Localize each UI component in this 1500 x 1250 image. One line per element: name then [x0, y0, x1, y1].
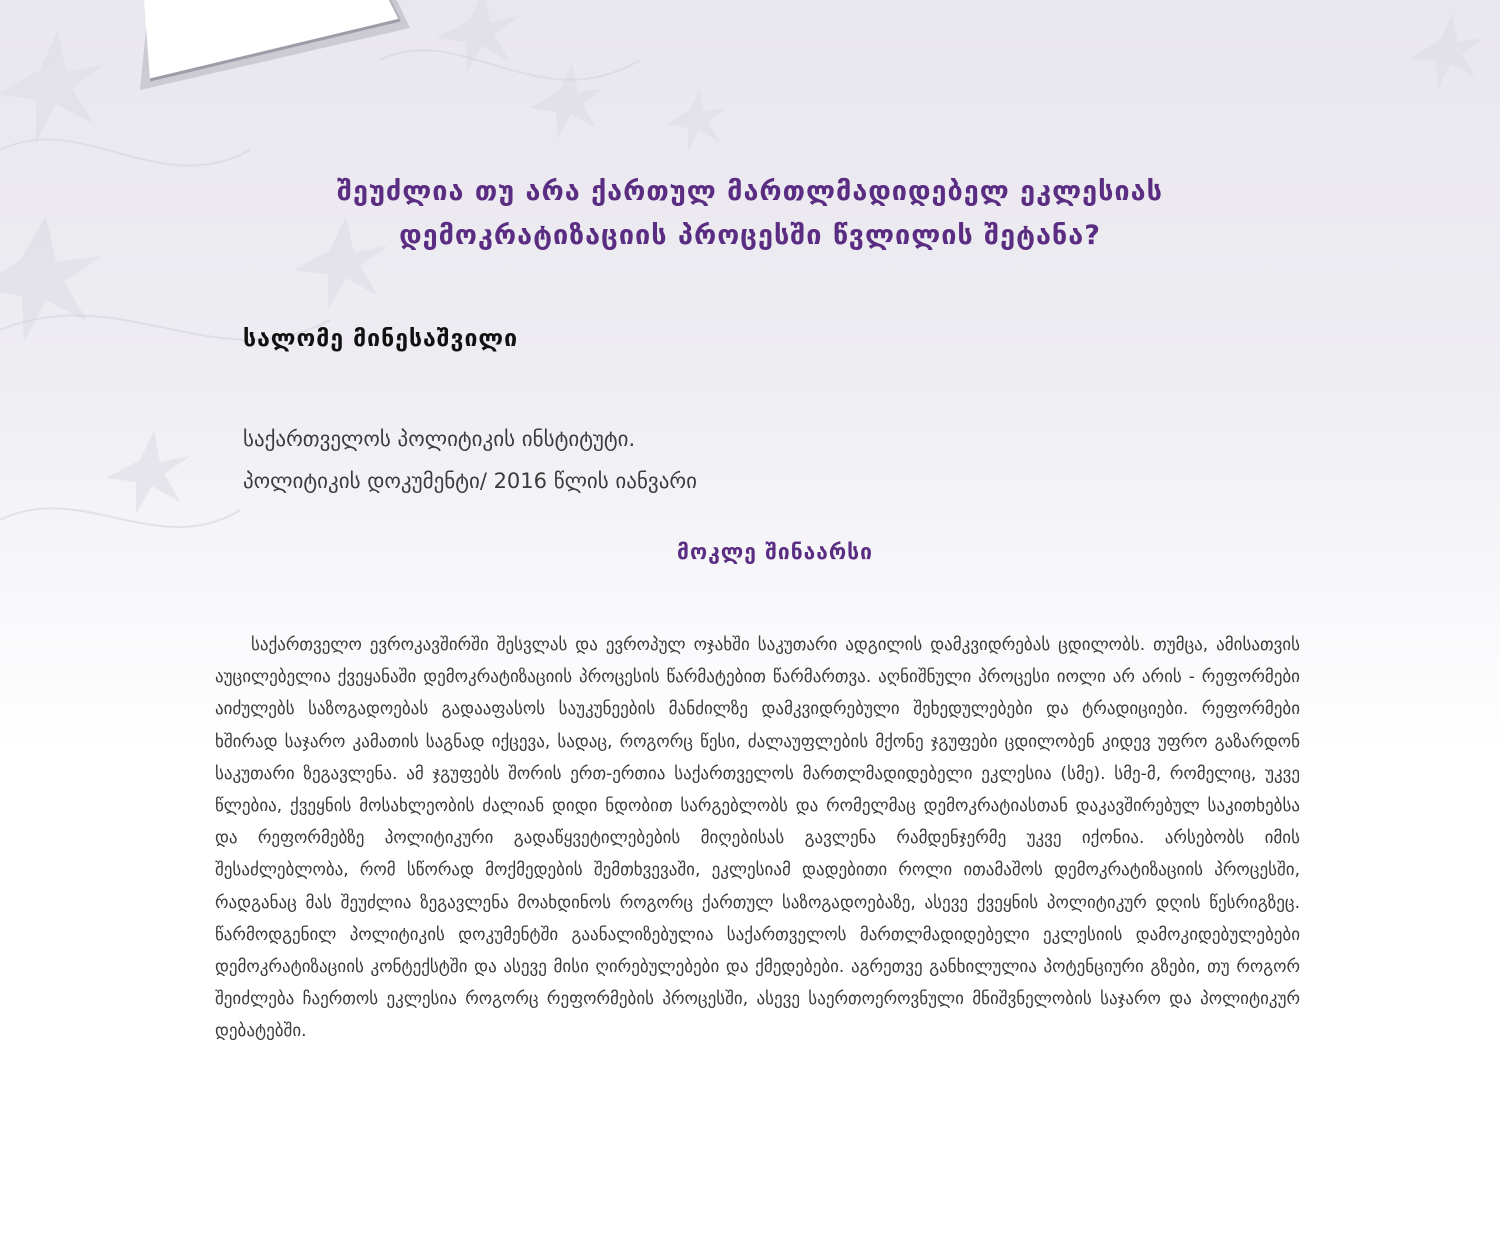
title-line-2: დემოკრატიზაციის პროცესში წვლილის შეტანა? — [399, 220, 1101, 251]
section-heading: მოკლე შინაარსი — [677, 540, 873, 564]
document-title — [200, 170, 1300, 258]
author-name: სალომე მინესაშვილი — [243, 326, 519, 352]
document-meta — [243, 418, 697, 502]
abstract-paragraph: საქართველო ევროკავშირში შესვლას და ევროპულ ოჯახში საკუთარი ადგილის დამკვიდრებას ცდილობს. თუმცა, ამისათვის აუცილებელია ქვეყანაში დემოკრატიზაციის პროცესის წარმატებით წარმართვა. აღნიშნული პროცესი იოლი არ არის - რეფორმები აიძულებს საზოგადოებას გადააფასოს საუკუნეების მანძილზე დამკვიდრებული შეხედულებები და ტრადიციები. რეფორმები ხშირად საჯარო კამათის საგნად იქცევა, სადაც, როგორც წესი, ძალაუფლების მქონე ჯგუფები ცდილობენ კიდევ უფრო გაზარდონ საკუთარი ზეგავლენა. ამ ჯგუფებს შორის ერთ-ერთია საქართველოს მართლმადიდებელი ეკლესია (სმე). სმე-მ, რომელიც, უკვე წლებია, ქვეყნის მოსახლეობის ძალიან დიდი ნდობით სარგებლობს და რომელმაც დემოკრატიასთან დაკავშირებულ საკითხებსა და რეფორმებზე პოლიტიკური გადაწყვეტილებების მიღებისას გავლენა რამდენჯერმე უკვე იქონია. არსებობს იმის შესაძლებლობა, რომ სწორად მოქმედების შემთხვევაში, ეკლესიამ დადებითი როლი ითამაშოს დემოკრატიზაციის პროცესში, რადგანაც მას შეუძლია ზეგავლენა მოახდინოს როგორც ქართულ საზოგადოებაზე, ასევე ქვეყნის პოლიტიკურ დღის წესრიგზეც. წარმოდგენილ პოლიტიკის დოკუმენტში გაანალიზებულია საქართველოს მართლმადიდებელი ეკლესიის დამოკიდებულებები დემოკრატიზაციის კონტექსტში და ასევე მისი ღირებულებები და ქმედებები. აგრეთვე განხილულია პოტენციური გზები, თუ როგორ შეიძლება ჩაერთოს ეკლესია როგორც რეფორმების პროცესში, ასევე საერთოეროვნული მნიშვნელობის საჯარო და პოლიტიკურ დებატებში. — [215, 635, 1300, 1042]
title-line-1: შეუძლია თუ არა ქართულ მართლმადიდებელ ეკლესიას — [337, 176, 1163, 207]
institution: საქართველოს პოლიტიკის ინსტიტუტი. — [243, 427, 636, 451]
doc-type-date: პოლიტიკის დოკუმენტი/ 2016 წლის იანვარი — [243, 469, 697, 493]
